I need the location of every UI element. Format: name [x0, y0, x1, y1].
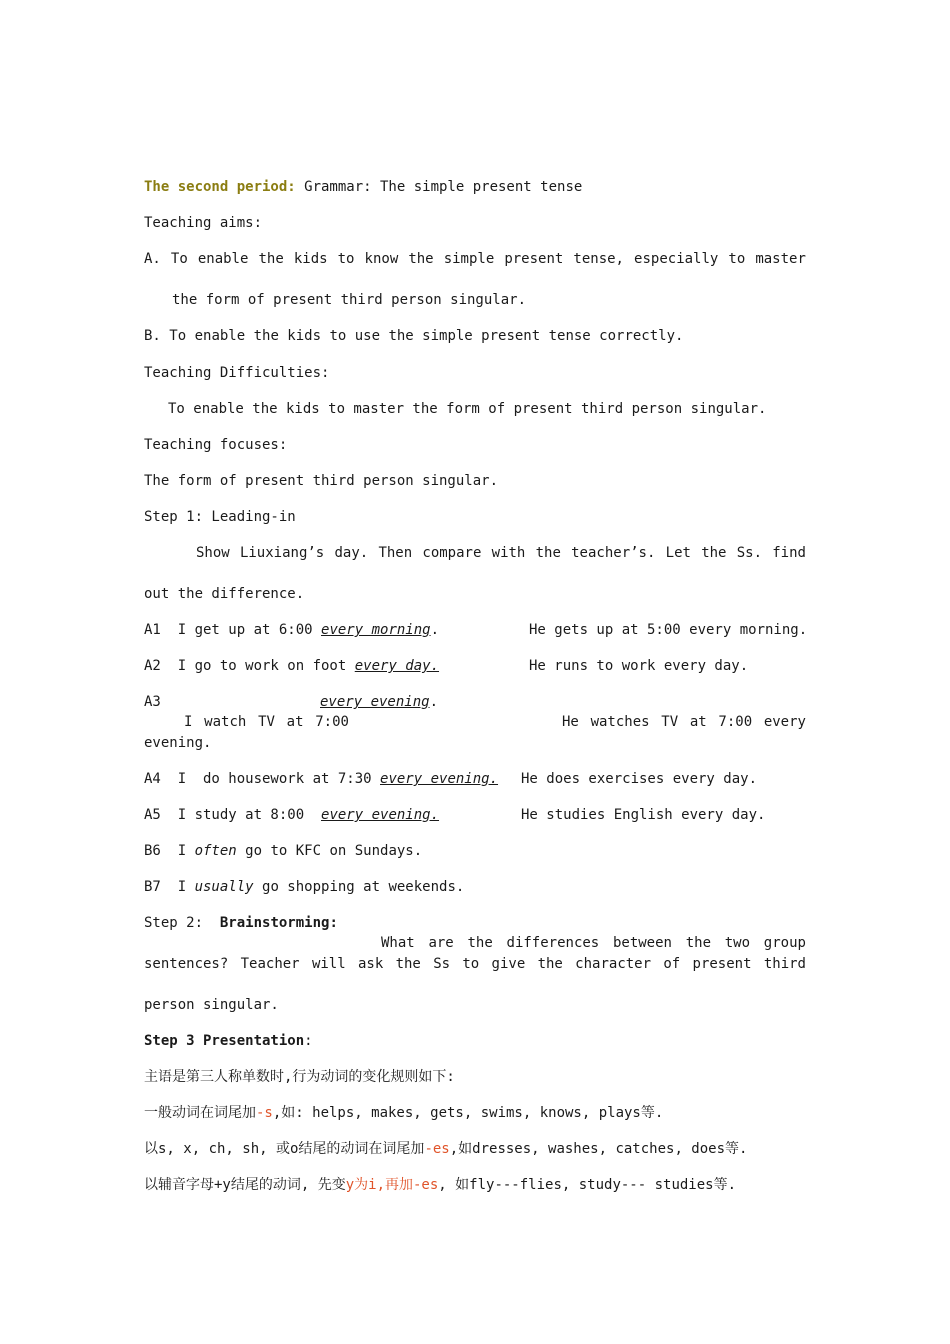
example-a3 [144, 692, 806, 730]
a3-label: A3 [144, 694, 161, 710]
step1-word: the [535, 545, 561, 561]
a3-underlined: every evening [320, 694, 430, 710]
rule1-post: ,如: helps, makes, gets, swims, knows, plays等. [272, 1105, 664, 1121]
aim-a-word: simple [443, 251, 495, 267]
step1-word: day. [334, 545, 369, 561]
step2-line2-word: the [537, 956, 563, 972]
aim-a-word: to [728, 251, 746, 267]
b6-post: go to KFC on Sundays. [236, 843, 423, 859]
period-heading [144, 177, 806, 197]
a3-right-word: every [763, 714, 806, 730]
aim-a-word: the [408, 251, 434, 267]
rule3-highlight: y为i,再加-es [345, 1177, 439, 1193]
step2-line2-word: of [663, 956, 681, 972]
a3-right [562, 712, 806, 732]
step2-line2-word: will [311, 956, 346, 972]
aim-a-word: especially [634, 251, 719, 267]
a3-word: watch [204, 714, 247, 730]
b7-italic: usually [194, 879, 254, 895]
difficulties-text: To enable the kids to master the form of present third person singular. [168, 401, 767, 417]
rule1-pre: 一般动词在词尾加 [144, 1105, 256, 1121]
b6-italic: often [194, 843, 237, 859]
aim-b-line [144, 326, 806, 346]
a1-right: He gets up at 5:00 every morning. [529, 622, 808, 638]
step2-word: between [612, 935, 672, 951]
aim-a-word: know [364, 251, 399, 267]
aim-a-word: present [504, 251, 564, 267]
rule-2 [144, 1139, 806, 1159]
a1-label: A1 [144, 622, 161, 638]
step1-word: with [491, 545, 526, 561]
step2-label: Step 2: [144, 915, 204, 931]
a3-word: I [184, 714, 193, 730]
step2-line [144, 913, 806, 951]
a3-words [184, 712, 349, 732]
step1-continuation: out the difference. [144, 586, 305, 602]
a2-underlined: every day. [354, 658, 440, 674]
step1-line [196, 543, 806, 563]
b7-post: go shopping at weekends. [253, 879, 465, 895]
focuses-text: The form of present third person singular. [144, 473, 499, 489]
step2-bold: Brainstorming: [219, 915, 338, 931]
rule2-highlight: -es [424, 1141, 450, 1157]
a3-word: TV [258, 714, 275, 730]
b6-label: B6 [144, 843, 161, 859]
a2-label: A2 [144, 658, 161, 674]
a3-right-word: at [689, 714, 707, 730]
step2-line2-word: ask [357, 956, 384, 972]
a3-right-word: watches [590, 714, 650, 730]
aim-b-label: B. [144, 328, 161, 344]
example-a2 [144, 656, 806, 676]
a3-right-word: 7:00 [718, 714, 753, 730]
a3-word: at [286, 714, 304, 730]
aim-b-text: To enable the kids to use the simple present tense correctly. [169, 328, 684, 344]
step3-heading: Step 3 Presentation [144, 1033, 305, 1049]
step1-word: Then [378, 545, 413, 561]
aim-a-word: the [258, 251, 284, 267]
step2-line2-word: to [462, 956, 480, 972]
aim-a-word: master [755, 251, 806, 267]
a3-right-word: TV [661, 714, 679, 730]
rule2-pre: 以s, x, ch, sh, 或o结尾的动词在词尾加 [144, 1141, 425, 1157]
step2-line2-word: Ss [433, 956, 451, 972]
a3-continuation: evening. [144, 735, 212, 751]
teaching-aims-heading: Teaching aims: [144, 215, 263, 231]
step2-word: the [467, 935, 493, 951]
a5-right: He studies English every day. [521, 807, 766, 823]
rule-intro: 主语是第三人称单数时,行为动词的变化规则如下: [144, 1069, 455, 1085]
step1-word: teacher’s. [571, 545, 656, 561]
step2-line2-word: third [763, 956, 806, 972]
step2-word: group [763, 935, 806, 951]
step2-line2-word: give [491, 956, 526, 972]
step1-word: the [701, 545, 727, 561]
period-title: Grammar: The simple present tense [295, 179, 583, 195]
step2-word: differences [506, 935, 600, 951]
step2-word: two [724, 935, 751, 951]
a5-underlined: every evening. [321, 807, 440, 823]
step2-word: are [428, 935, 454, 951]
a5-pre: I study at 8:00 [177, 807, 322, 823]
aim-a-word: enable [197, 251, 249, 267]
rule2-post: ,如dresses, washes, catches, does等. [449, 1141, 748, 1157]
step2-line3: person singular. [144, 997, 279, 1013]
aim-a-word: to [337, 251, 355, 267]
rule-1 [144, 1103, 806, 1123]
step3-heading-line [144, 1031, 806, 1051]
a5-label: A5 [144, 807, 161, 823]
aim-a-label: A. [144, 251, 161, 267]
step1-word: Show [196, 545, 230, 561]
rule3-post: , 如fly---flies, study--- studies等. [438, 1177, 737, 1193]
step1-word: Liuxiang’s [239, 545, 325, 561]
aim-a-word: tense, [573, 251, 624, 267]
step3-colon: : [304, 1033, 313, 1049]
step1-word: compare [422, 545, 482, 561]
a2-pre: I go to work on foot [177, 658, 355, 674]
step2-line2-word: character [575, 956, 652, 972]
period-label: The second period: [144, 179, 296, 195]
b7-label: B7 [144, 879, 161, 895]
a1-post: . [430, 622, 440, 638]
a2-right: He runs to work every day. [529, 658, 749, 674]
step1-heading: Step 1: Leading-in [144, 509, 296, 525]
step2-line2-word: present [692, 956, 752, 972]
a3-word: 7:00 [315, 714, 349, 730]
a1-pre: I get up at 6:00 [177, 622, 322, 638]
aim-a-continuation: the form of present third person singular. [172, 292, 527, 308]
rule1-highlight: -s [256, 1105, 273, 1121]
difficulties-heading: Teaching Difficulties: [144, 365, 330, 381]
b7-pre: I [177, 879, 195, 895]
a1-underlined: every morning [321, 622, 431, 638]
a3-post: . [429, 694, 439, 710]
example-a1 [144, 620, 806, 640]
a4-right: He does exercises every day. [521, 771, 758, 787]
a3-underlined-wrap [320, 692, 438, 712]
aim-a-line [144, 249, 806, 269]
focuses-heading: Teaching focuses: [144, 437, 288, 453]
a4-label: A4 [144, 771, 161, 787]
b6-pre: I [177, 843, 195, 859]
step2-line2-word: the [395, 956, 421, 972]
example-b7 [144, 877, 806, 897]
rule-3 [144, 1175, 806, 1195]
step1-word: Let [665, 545, 691, 561]
step1-word: find [772, 545, 806, 561]
a3-right-word: He [562, 714, 579, 730]
rule3-pre: 以辅音字母+y结尾的动词, 先变 [144, 1177, 346, 1193]
example-a5 [144, 805, 806, 825]
example-a4 [144, 769, 806, 789]
step2-word: the [685, 935, 712, 951]
step1-word: Ss. [736, 545, 763, 561]
step2-word: What [381, 935, 415, 951]
example-b6 [144, 841, 806, 861]
step2-words [381, 933, 806, 953]
aim-a-word: kids [293, 251, 328, 267]
step2-line2-word: sentences? [144, 956, 229, 972]
a4-pre: I do housework at 7:30 [177, 771, 381, 787]
step2-line2 [144, 954, 806, 974]
aim-a-word: To [170, 251, 188, 267]
step2-line2-word: Teacher [240, 956, 300, 972]
a4-underlined: every evening. [380, 771, 499, 787]
